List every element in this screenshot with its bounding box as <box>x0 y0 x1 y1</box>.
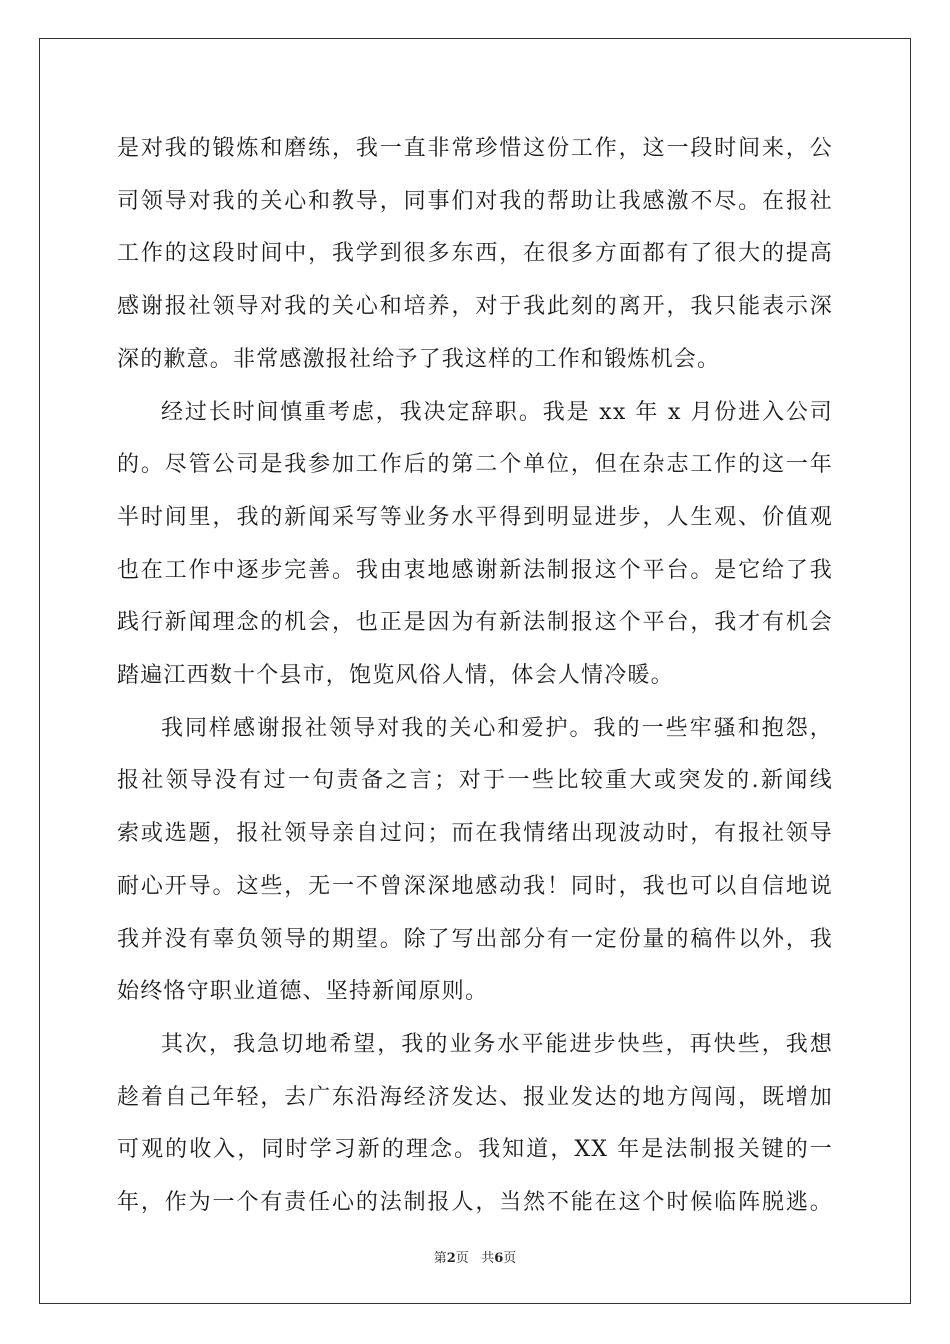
text-line: 始终恪守职业道德、坚持新闻原则。 <box>117 979 489 1005</box>
page-number-suffix: 页 <box>455 1251 469 1266</box>
paragraph-1 <box>117 123 833 387</box>
page-total-suffix: 页 <box>503 1251 517 1266</box>
page-number-prefix: 第 <box>433 1251 447 1266</box>
text-line: 深的歉意。非常感激报社给予了我这样的工作和锻炼机会。 <box>117 346 721 372</box>
page-total-prefix: 共 <box>481 1251 495 1266</box>
text-line: 踏遍江西数十个县市，饱览风俗人情，体会人情冷暖。 <box>117 663 674 689</box>
text-line: 可观的收入，同时学习新的理念。我知道，XX 年是法制报关键的一 <box>117 1137 833 1163</box>
paragraph-3 <box>117 703 833 1019</box>
text-line: 经过长时间慎重考虑，我决定辞职。我是 xx 年 x 月份进入公司 <box>161 399 833 425</box>
text-line: 趁着自己年轻，去广东沿海经济发达、报业发达的地方闯闯，既增加 <box>117 1084 833 1110</box>
text-line: 报社领导没有过一句责备之言；对于一些比较重大或突发的.新闻线 <box>117 768 833 794</box>
paragraph-4 <box>117 1019 833 1230</box>
text-line: 年，作为一个有责任心的法制报人，当然不能在这个时候临阵脱逃。 <box>117 1190 833 1216</box>
text-line: 半时间里，我的新闻采写等业务水平得到明显进步，人生观、价值观 <box>117 504 833 530</box>
text-line: 司领导对我的关心和教导，同事们对我的帮助让我感激不尽。在报社 <box>117 188 833 214</box>
text-line: 耐心开导。这些，无一不曾深深地感动我！同时，我也可以自信地说 <box>117 873 833 899</box>
text-line: 索或选题，报社领导亲自过问；而在我情绪出现波动时，有报社领导 <box>117 821 833 847</box>
text-line: 践行新闻理念的机会，也正是因为有新法制报这个平台，我才有机会 <box>117 610 833 636</box>
page-number-current: 2 <box>446 1251 456 1266</box>
text-line: 工作的这段时间中，我学到很多东西，在很多方面都有了很大的提高 <box>117 241 833 267</box>
text-line: 我同样感谢报社领导对我的关心和爱护。我的一些牢骚和抱怨， <box>161 715 833 741</box>
page-number-total: 6 <box>494 1251 504 1266</box>
text-line: 的。尽管公司是我参加工作后的第二个单位，但在杂志工作的这一年 <box>117 452 833 478</box>
page-footer <box>0 1247 950 1266</box>
text-line: 也在工作中逐步完善。我由衷地感谢新法制报这个平台。是它给了我 <box>117 557 833 583</box>
text-line: 其次，我急切地希望，我的业务水平能进步快些，再快些，我想 <box>161 1031 833 1057</box>
text-line: 我并没有辜负领导的期望。除了写出部分有一定份量的稿件以外，我 <box>117 926 833 952</box>
text-line: 感谢报社领导对我的关心和培养，对于我此刻的离开，我只能表示深 <box>117 294 833 320</box>
document-body <box>117 123 833 1230</box>
paragraph-2 <box>117 387 833 703</box>
text-line: 是对我的锻炼和磨练，我一直非常珍惜这份工作，这一段时间来，公 <box>117 136 833 161</box>
